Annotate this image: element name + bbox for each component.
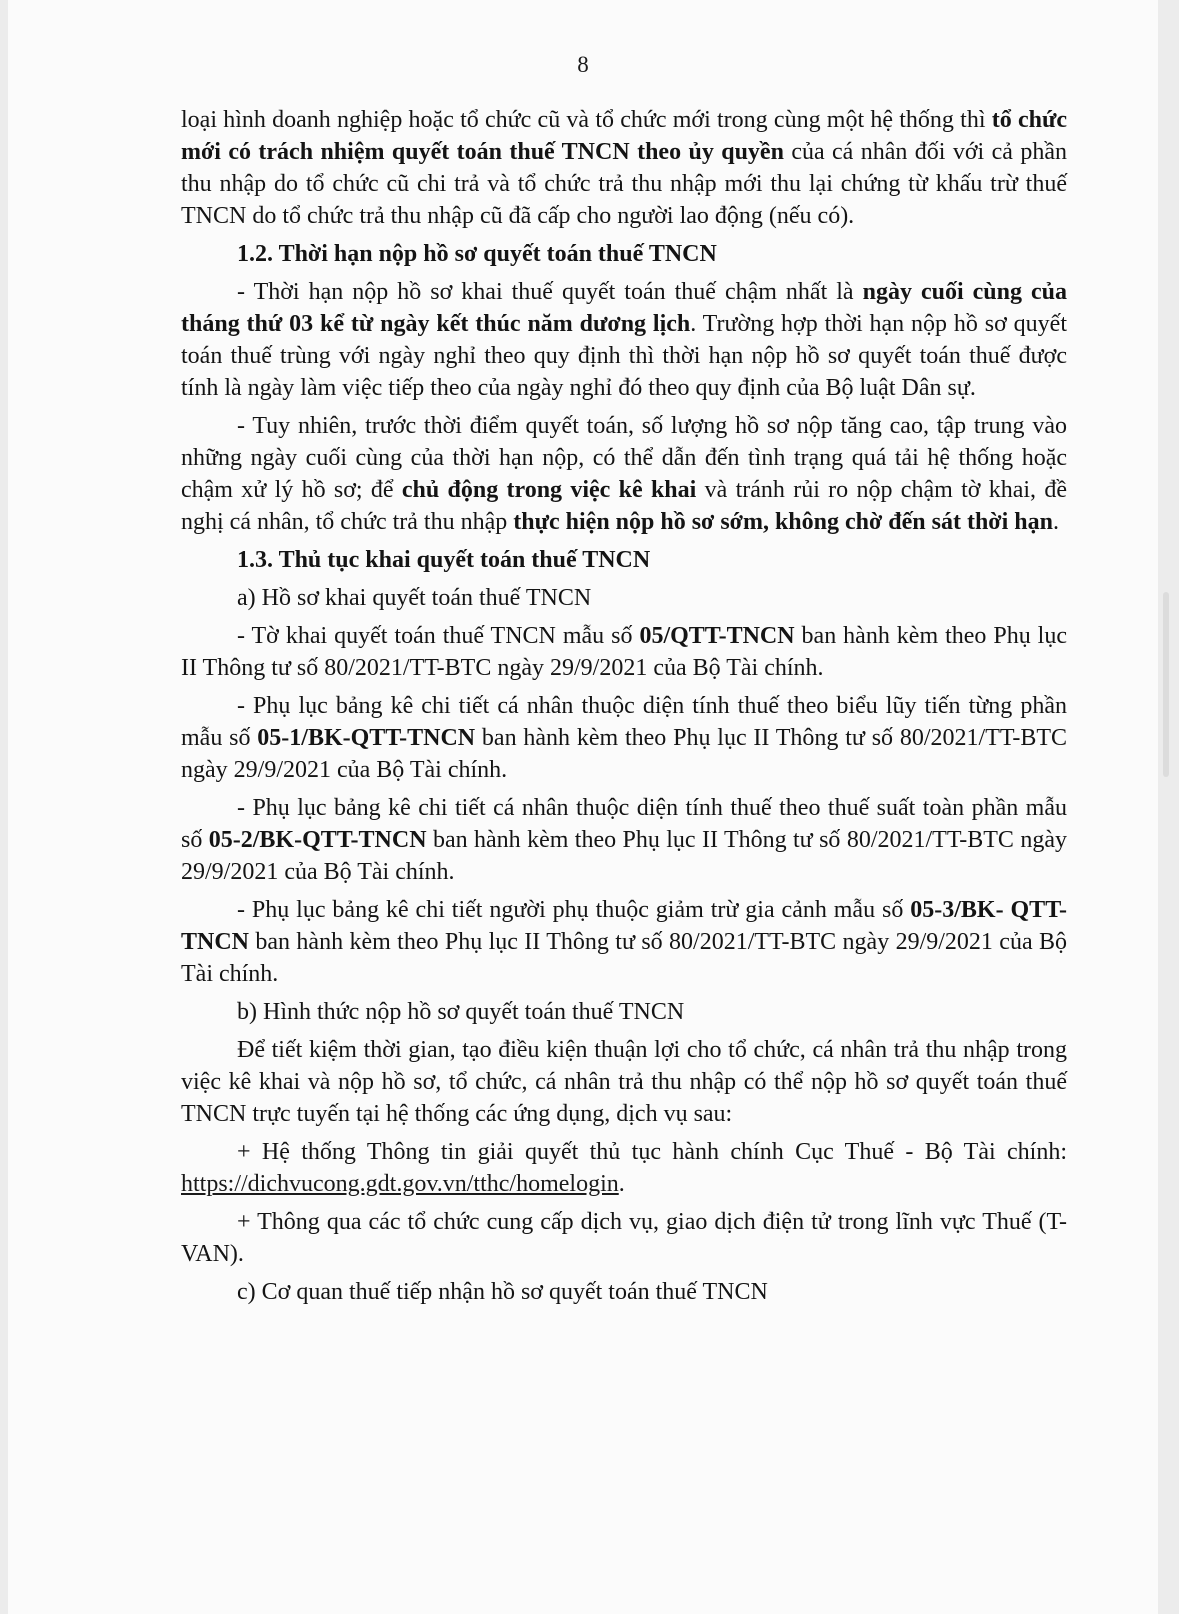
page-number: 8 — [577, 52, 589, 77]
list-item: - Tờ khai quyết toán thuế TNCN mẫu số 05/QTT-TNCN ban hành kèm theo Phụ lục II Thông tư số 80/2021/TT-BTC ngày 29/9/2021 của Bộ Tài chính. — [181, 623, 1067, 681]
list-item: - Phụ lục bảng kê chi tiết cá nhân thuộc diện tính thuế theo biểu lũy tiến từng phần mẫu số 05-1/BK-QTT-TNCN ban hành kèm theo Phụ lục II Thông tư số 80/2021/TT-BTC ngày 29/9/2021 của Bộ Tài chính. — [181, 693, 1067, 783]
list-item: + Hệ thống Thông tin giải quyết thủ tục hành chính Cục Thuế - Bộ Tài chính: https://dichvucong.gdt.gov.vn/tthc/homelogin. — [181, 1139, 1067, 1197]
document-page — [8, 0, 1158, 1614]
list-item: - Phụ lục bảng kê chi tiết cá nhân thuộc diện tính thuế theo thuế suất toàn phần mẫu số 05-2/BK-QTT-TNCN ban hành kèm theo Phụ lục II Thông tư số 80/2021/TT-BTC ngày 29/9/2021 của Bộ Tài chính. — [181, 795, 1067, 885]
document-body — [181, 104, 1067, 1308]
online-submission-paragraph: Để tiết kiệm thời gian, tạo điều kiện thuận lợi cho tổ chức, cá nhân trả thu nhập trong việc kê khai và nộp hồ sơ, tổ chức, cá nhân trả thu nhập có thể nộp hồ sơ quyết toán thuế TNCN trực tuyến tại hệ thống các ứng dụng, dịch vụ sau: — [181, 1037, 1067, 1127]
subsection-c-title: c) Cơ quan thuế tiếp nhận hồ sơ quyết toán thuế TNCN — [237, 1279, 768, 1305]
dichvucong-link[interactable]: https://dichvucong.gdt.gov.vn/tthc/homelogin — [181, 1171, 619, 1197]
list-item: + Thông qua các tổ chức cung cấp dịch vụ, giao dịch điện tử trong lĩnh vực Thuế (T-VAN). — [181, 1209, 1067, 1267]
deadline-paragraph: - Thời hạn nộp hồ sơ khai thuế quyết toán thuế chậm nhất là ngày cuối cùng của tháng thứ 03 kể từ ngày kết thúc năm dương lịch. Trường hợp thời hạn nộp hồ sơ quyết toán thuế trùng với ngày nghỉ theo quy định thì thời hạn nộp hồ sơ quyết toán thuế được tính là ngày làm việc tiếp theo của ngày nghỉ đó theo quy định của Bộ luật Dân sự. — [181, 279, 1067, 401]
intro-paragraph: loại hình doanh nghiệp hoặc tổ chức cũ và tổ chức mới trong cùng một hệ thống thì tổ chức mới có trách nhiệm quyết toán thuế TNCN theo ủy quyền của cá nhân đối với cả phần thu nhập do tổ chức cũ chi trả và tổ chức trả thu nhập mới thu lại chứng từ khấu trừ thuế TNCN do tổ chức trả thu nhập cũ đã cấp cho người lao động (nếu có). — [181, 107, 1068, 229]
early-submission-paragraph: - Tuy nhiên, trước thời điểm quyết toán, số lượng hồ sơ nộp tăng cao, tập trung vào những ngày cuối cùng của thời hạn nộp, có thể dẫn đến tình trạng quá tải hệ thống hoặc chậm xử lý hồ sơ; để chủ động trong việc kê khai và tránh rủi ro nộp chậm tờ khai, đề nghị cá nhân, tổ chức trả thu nhập thực hiện nộp hồ sơ sớm, không chờ đến sát thời hạn. — [181, 413, 1068, 535]
subsection-b-title: b) Hình thức nộp hồ sơ quyết toán thuế TNCN — [237, 999, 685, 1025]
subsection-a-title: a) Hồ sơ khai quyết toán thuế TNCN — [237, 585, 592, 611]
section-heading-1-2: 1.2. Thời hạn nộp hồ sơ quyết toán thuế TNCN — [237, 241, 717, 267]
list-item: - Phụ lục bảng kê chi tiết người phụ thuộc giảm trừ gia cảnh mẫu số 05-3/BK- QTT-TNCN ban hành kèm theo Phụ lục II Thông tư số 80/2021/TT-BTC ngày 29/9/2021 của Bộ Tài chính. — [181, 897, 1067, 987]
section-heading-1-3: 1.3. Thủ tục khai quyết toán thuế TNCN — [237, 547, 651, 573]
scrollbar[interactable] — [1163, 592, 1169, 777]
